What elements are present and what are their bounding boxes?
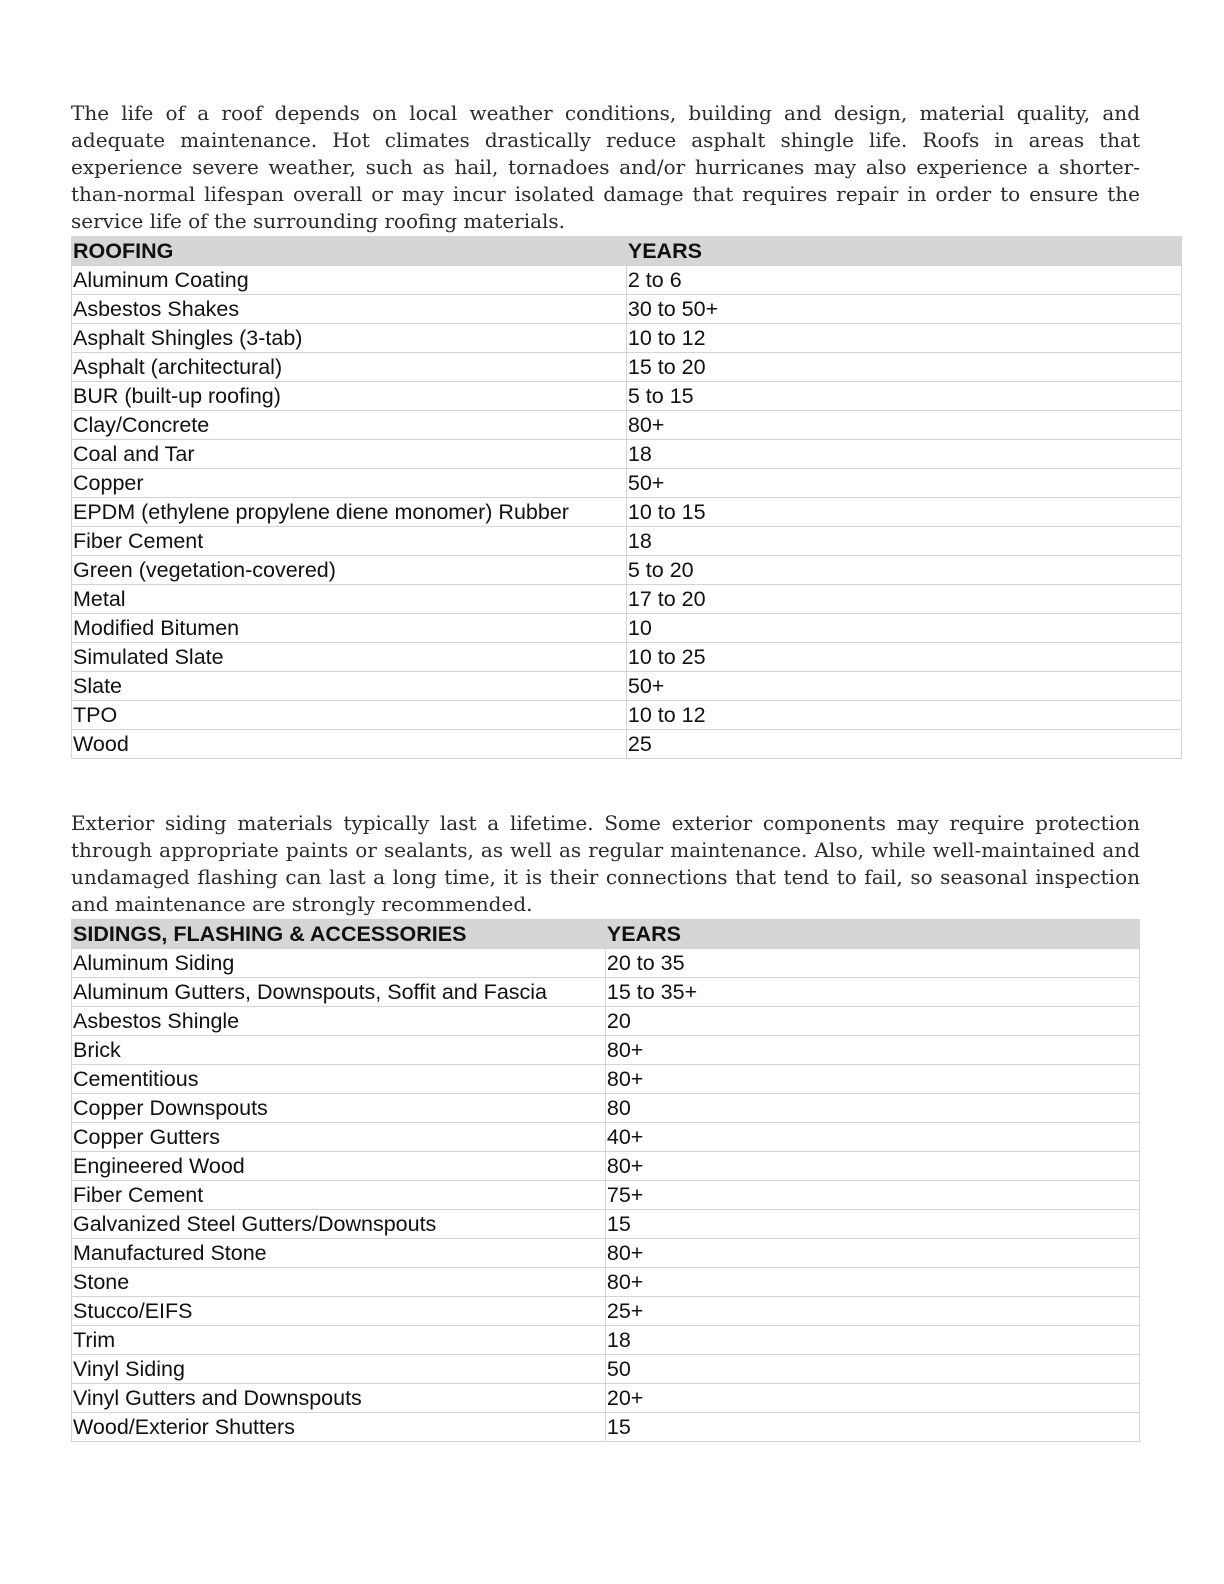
years-cell: 75+: [605, 1181, 1139, 1210]
material-cell: Copper: [72, 469, 627, 498]
material-cell: TPO: [72, 701, 627, 730]
table-row: [72, 701, 1182, 730]
table-row: [72, 469, 1182, 498]
years-cell: 20: [605, 1007, 1139, 1036]
table-header-row: [72, 920, 1140, 949]
table-row: [72, 978, 1140, 1007]
table-row: [72, 1181, 1140, 1210]
table-row: [72, 353, 1182, 382]
years-cell: 80+: [605, 1268, 1139, 1297]
table-row: [72, 498, 1182, 527]
material-cell: Asphalt (architectural): [72, 353, 627, 382]
table-row: [72, 643, 1182, 672]
table-row: [72, 411, 1182, 440]
material-cell: Galvanized Steel Gutters/Downspouts: [72, 1210, 606, 1239]
years-cell: 50: [605, 1355, 1139, 1384]
table-row: [72, 1384, 1140, 1413]
table-row: [72, 1355, 1140, 1384]
table-row: [72, 1413, 1140, 1442]
years-cell: 15 to 20: [626, 353, 1181, 382]
years-cell: 50+: [626, 469, 1181, 498]
years-cell: 10 to 15: [626, 498, 1181, 527]
table-row: [72, 1268, 1140, 1297]
years-cell: 25+: [605, 1297, 1139, 1326]
table-row: [72, 527, 1182, 556]
table-row: [72, 440, 1182, 469]
table-row: [72, 585, 1182, 614]
table-row: [72, 949, 1140, 978]
material-cell: Cementitious: [72, 1065, 606, 1094]
material-cell: Trim: [72, 1326, 606, 1355]
material-cell: Slate: [72, 672, 627, 701]
material-cell: Manufactured Stone: [72, 1239, 606, 1268]
years-cell: 10 to 12: [626, 701, 1181, 730]
years-cell: 5 to 15: [626, 382, 1181, 411]
column-header-sidings: SIDINGS, FLASHING & ACCESSORIES: [72, 920, 606, 949]
material-cell: Engineered Wood: [72, 1152, 606, 1181]
years-cell: 17 to 20: [626, 585, 1181, 614]
years-cell: 80+: [626, 411, 1181, 440]
table-row: [72, 1036, 1140, 1065]
years-cell: 15: [605, 1210, 1139, 1239]
material-cell: Brick: [72, 1036, 606, 1065]
years-cell: 80+: [605, 1239, 1139, 1268]
table-row: [72, 1152, 1140, 1181]
years-cell: 80+: [605, 1152, 1139, 1181]
years-cell: 30 to 50+: [626, 295, 1181, 324]
years-cell: 25: [626, 730, 1181, 759]
material-cell: Stone: [72, 1268, 606, 1297]
table-row: [72, 672, 1182, 701]
material-cell: Wood: [72, 730, 627, 759]
table-row: [72, 1297, 1140, 1326]
years-cell: 20+: [605, 1384, 1139, 1413]
roofing-intro-paragraph: The life of a roof depends on local weather conditions, building and design, material quality, and adequate maintenance. Hot climates drastically reduce asphalt shingle life. Roofs in areas that experience severe weather, such as hail, tornadoes and/or hurricanes may also experience a shorter-than-normal lifespan overall or may incur isolated damage that requires repair in order to ensure the service life of the surrounding roofing materials.: [71, 101, 1140, 233]
table-row: [72, 1007, 1140, 1036]
table-row: [72, 556, 1182, 585]
material-cell: Copper Gutters: [72, 1123, 606, 1152]
material-cell: Aluminum Coating: [72, 266, 627, 295]
table-row: [72, 1210, 1140, 1239]
years-cell: 18: [626, 440, 1181, 469]
table-row: [72, 266, 1182, 295]
column-header-years: YEARS: [605, 920, 1139, 949]
years-cell: 80: [605, 1094, 1139, 1123]
years-cell: 18: [626, 527, 1181, 556]
siding-intro-paragraph: Exterior siding materials typically last a lifetime. Some exterior components may require protection through appropriate paints or sealants, as well as regular maintenance. Also, while well-maintained and undamaged flashing can last a long time, it is their connections that tend to fail, so seasonal inspection and maintenance are strongly recommended.: [71, 811, 1140, 916]
years-cell: 50+: [626, 672, 1181, 701]
material-cell: Coal and Tar: [72, 440, 627, 469]
material-cell: Vinyl Gutters and Downspouts: [72, 1384, 606, 1413]
roofing-lifespan-table: [71, 236, 1182, 759]
table-row: [72, 1326, 1140, 1355]
years-cell: 18: [605, 1326, 1139, 1355]
table-row: [72, 382, 1182, 411]
material-cell: Asbestos Shingle: [72, 1007, 606, 1036]
column-header-years: YEARS: [626, 237, 1181, 266]
years-cell: 2 to 6: [626, 266, 1181, 295]
years-cell: 10 to 12: [626, 324, 1181, 353]
years-cell: 15: [605, 1413, 1139, 1442]
material-cell: Wood/Exterior Shutters: [72, 1413, 606, 1442]
table-header-row: [72, 237, 1182, 266]
material-cell: Fiber Cement: [72, 527, 627, 556]
years-cell: 10: [626, 614, 1181, 643]
material-cell: EPDM (ethylene propylene diene monomer) Rubber: [72, 498, 627, 527]
material-cell: Simulated Slate: [72, 643, 627, 672]
table-row: [72, 1239, 1140, 1268]
table-row: [72, 1094, 1140, 1123]
material-cell: BUR (built-up roofing): [72, 382, 627, 411]
table-row: [72, 295, 1182, 324]
years-cell: 80+: [605, 1036, 1139, 1065]
siding-lifespan-table: [71, 919, 1140, 1442]
material-cell: Stucco/EIFS: [72, 1297, 606, 1326]
material-cell: Copper Downspouts: [72, 1094, 606, 1123]
material-cell: Aluminum Siding: [72, 949, 606, 978]
table-row: [72, 1123, 1140, 1152]
material-cell: Fiber Cement: [72, 1181, 606, 1210]
years-cell: 15 to 35+: [605, 978, 1139, 1007]
material-cell: Vinyl Siding: [72, 1355, 606, 1384]
table-row: [72, 324, 1182, 353]
column-header-roofing: ROOFING: [72, 237, 627, 266]
table-row: [72, 614, 1182, 643]
material-cell: Modified Bitumen: [72, 614, 627, 643]
years-cell: 5 to 20: [626, 556, 1181, 585]
material-cell: Asbestos Shakes: [72, 295, 627, 324]
table-row: [72, 730, 1182, 759]
years-cell: 40+: [605, 1123, 1139, 1152]
material-cell: Clay/Concrete: [72, 411, 627, 440]
material-cell: Aluminum Gutters, Downspouts, Soffit and Fascia: [72, 978, 606, 1007]
material-cell: Metal: [72, 585, 627, 614]
material-cell: Asphalt Shingles (3-tab): [72, 324, 627, 353]
years-cell: 80+: [605, 1065, 1139, 1094]
years-cell: 10 to 25: [626, 643, 1181, 672]
table-row: [72, 1065, 1140, 1094]
years-cell: 20 to 35: [605, 949, 1139, 978]
material-cell: Green (vegetation-covered): [72, 556, 627, 585]
